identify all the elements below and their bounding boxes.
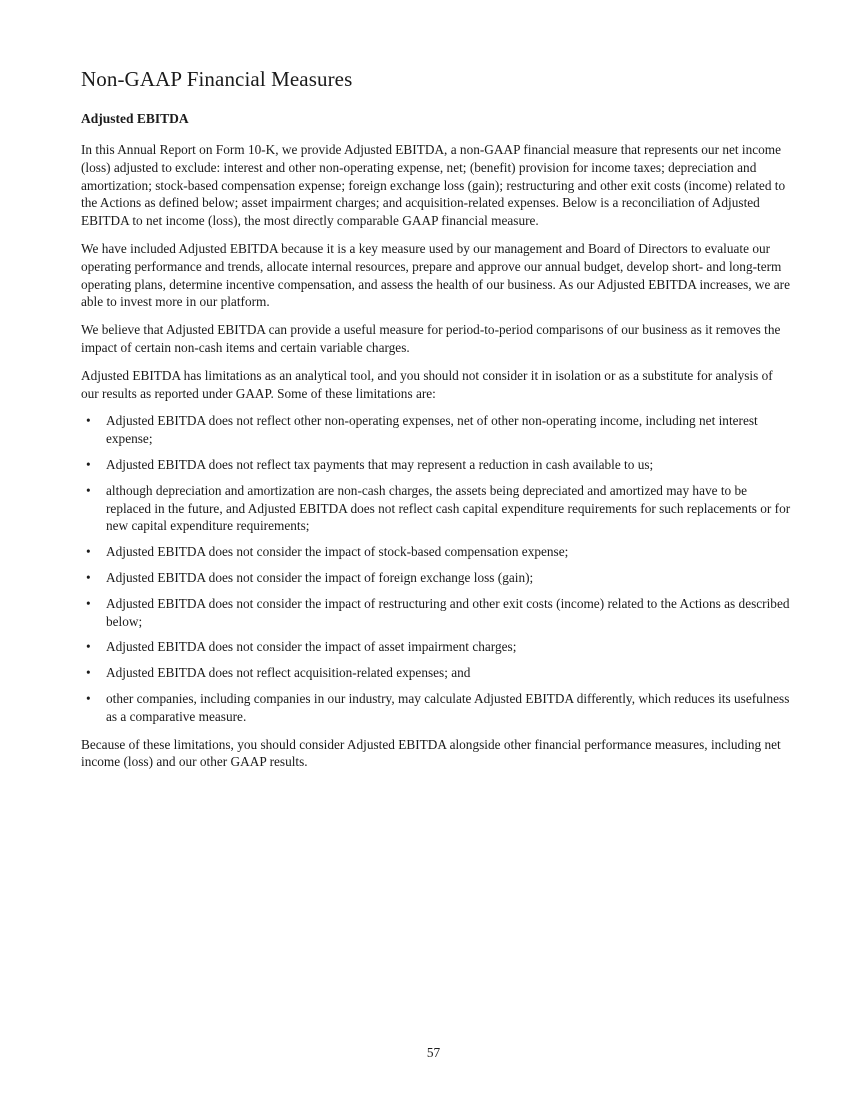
limitations-list: [81, 412, 791, 725]
list-item-text: Adjusted EBITDA does not consider the impact of asset impairment charges;: [106, 639, 517, 655]
list-item: [81, 595, 791, 631]
list-item-text: Adjusted EBITDA does not consider the impact of restructuring and other exit costs (income) related to the Actions as described below;: [106, 595, 790, 629]
list-item: [81, 569, 791, 587]
page-title: Non-GAAP Financial Measures: [81, 67, 353, 91]
list-item-text: Adjusted EBITDA does not reflect other non-operating expenses, net of other non-operating income, including net interest expense;: [106, 413, 758, 447]
page-number: 57: [426, 1045, 441, 1060]
paragraph-rationale: We have included Adjusted EBITDA because it is a key measure used by our management and Board of Directors to evaluate our operating performance and trends, allocate internal resources, prepare and approve our annual budget, develop short- and long-term operating plans, determine incentive compensation, and assess the health of our business. As our Adjusted EBITDA increases, we are able to invest more in our platform.: [81, 240, 790, 310]
list-item-text: Adjusted EBITDA does not reflect acquisition-related expenses; and: [106, 665, 471, 681]
list-item-text: although depreciation and amortization are non-cash charges, the assets being depreciated and amortized may have to be replaced in the future, and Adjusted EBITDA does not reflect cash capital expenditure requirements for such replacements or for new capital expenditure requirements;: [106, 482, 791, 534]
paragraph-conclusion: Because of these limitations, you should consider Adjusted EBITDA alongside other financial performance measures, including net income (loss) and our other GAAP results.: [81, 736, 781, 770]
bullet-icon: •: [86, 482, 91, 498]
list-item-text: other companies, including companies in our industry, may calculate Adjusted EBITDA differently, which reduces its usefulness as a comparative measure.: [106, 690, 790, 724]
paragraph-definition: In this Annual Report on Form 10-K, we provide Adjusted EBITDA, a non-GAAP financial measure that represents our net income (loss) adjusted to exclude: interest and other non-operating expense, net; (benefit) provision for income taxes; depreciation and amortization; stock-based compensation expense; foreign exchange loss (gain); restructuring and other exit costs (income) related to the Actions as defined below; asset impairment charges; and acquisition-related expenses. Below is a reconciliation of Adjusted EBITDA to net income (loss), the most directly comparable GAAP financial measure.: [81, 142, 786, 229]
paragraph-usefulness: We believe that Adjusted EBITDA can provide a useful measure for period-to-period comparisons of our business as it removes the impact of certain non-cash items and certain variable charges.: [81, 322, 781, 355]
bullet-icon: •: [86, 639, 91, 655]
section-heading: Adjusted EBITDA: [81, 111, 189, 126]
bullet-icon: •: [86, 569, 91, 585]
list-item: [81, 482, 791, 535]
bullet-icon: •: [86, 665, 91, 681]
list-item: [81, 543, 791, 561]
body-text: [81, 141, 791, 781]
list-item: [81, 456, 791, 474]
bullet-icon: •: [86, 413, 91, 429]
list-item: [81, 412, 791, 448]
bullet-icon: •: [86, 544, 91, 560]
list-item-text: Adjusted EBITDA does not consider the impact of stock-based compensation expense;: [106, 544, 569, 560]
list-item-text: Adjusted EBITDA does not consider the impact of foreign exchange loss (gain);: [106, 569, 534, 585]
list-item: [81, 638, 791, 656]
paragraph-limitations-intro: Adjusted EBITDA has limitations as an analytical tool, and you should not consider it in isolation or as a substitute for analysis of our results as reported under GAAP. Some of these limitations are:: [81, 367, 773, 401]
list-item: [81, 664, 791, 682]
bullet-icon: •: [86, 456, 91, 472]
list-item: [81, 690, 791, 726]
list-item-text: Adjusted EBITDA does not reflect tax payments that may represent a reduction in cash available to us;: [106, 456, 654, 472]
bullet-icon: •: [86, 595, 91, 611]
bullet-icon: •: [86, 690, 91, 706]
